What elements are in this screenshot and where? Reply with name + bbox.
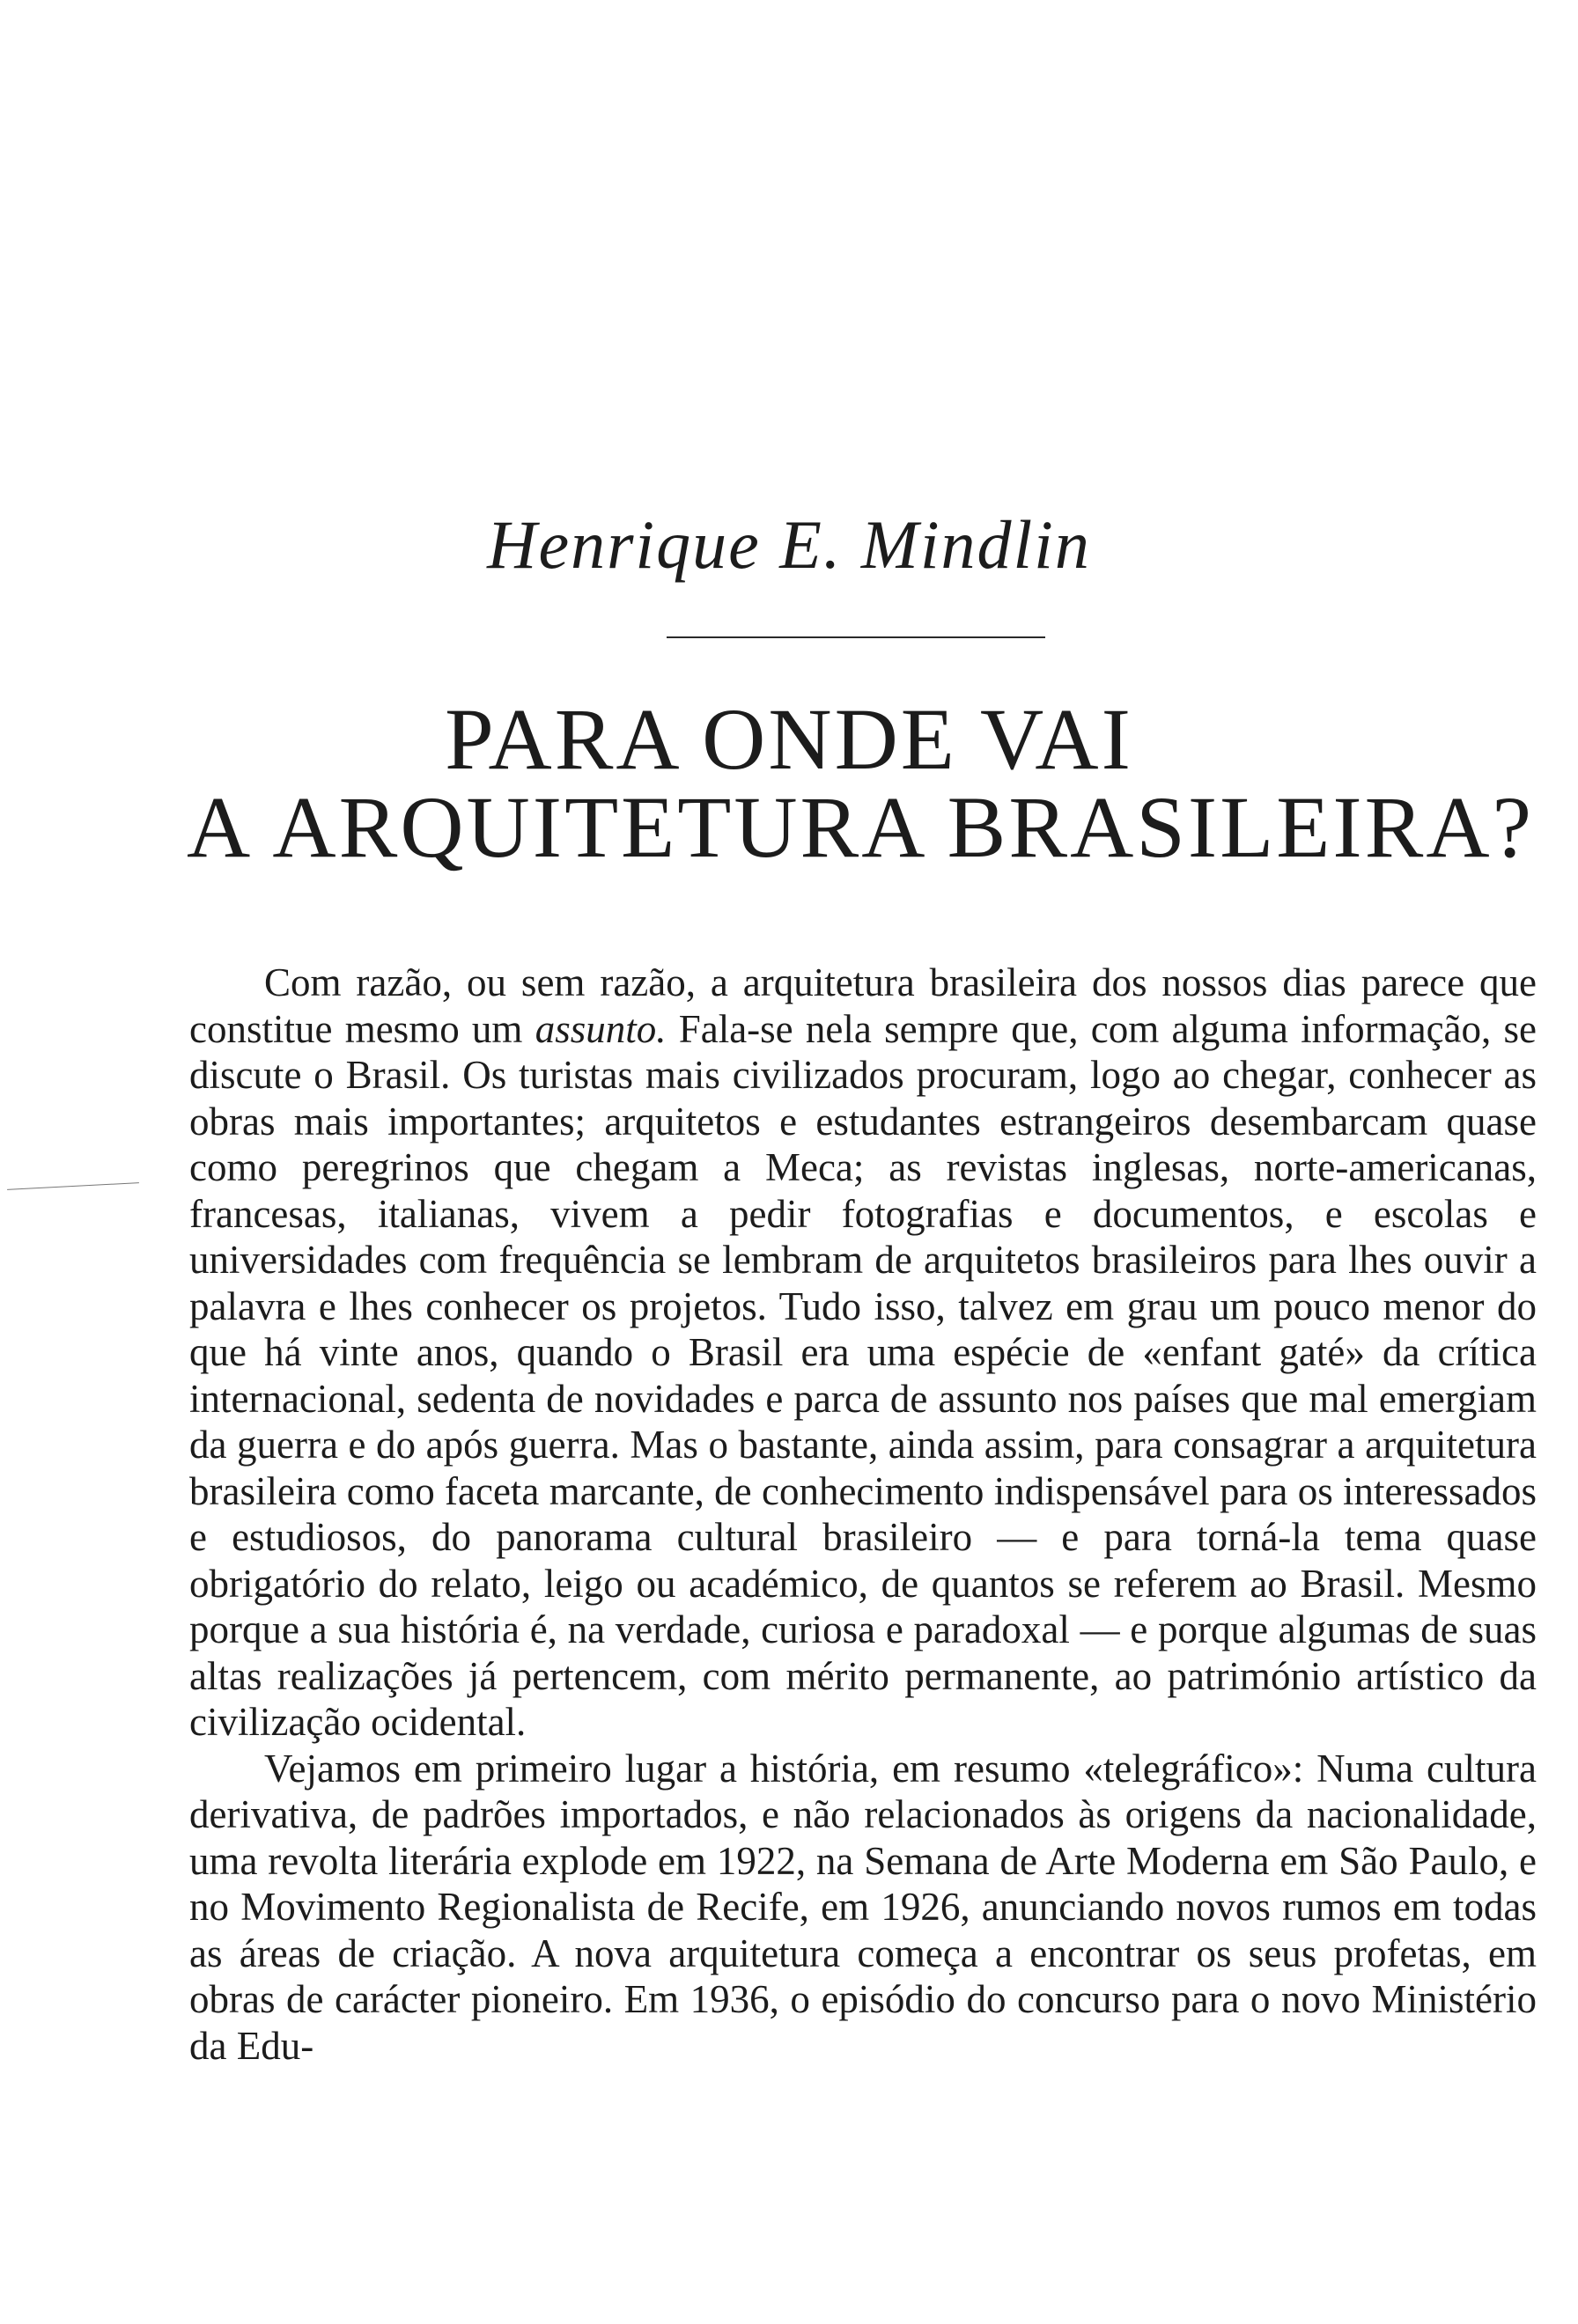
paragraph: Vejamos em primeiro lugar a história, em resumo «telegráfico»: Numa cultura derivativa, de padrões importados, e não relacionados às origens da nacionalidade, uma revolta literária explode em 1922, na Semana de Arte Moderna em São Paulo, e no Movimento Regionalista de Recife, em 1926, anunciando novos rumos em todas as áreas de criação. A nova arquitetura começa a encontrar os seus profetas, em obras de carácter pioneiro. Em 1936, o episódio do concurso para o novo Ministério da Edu- [189, 1746, 1537, 2068]
title-word: BRASILEIRA? [947, 778, 1534, 876]
title-divider [667, 636, 1045, 638]
author-name: Henrique E. Mindlin [487, 506, 1091, 583]
paragraph-text: Fala-se nela sempre que, com alguma informação, se discute o Brasil. Os turistas mais civilizados procuram, logo ao chegar, conhecer as obras mais importantes; arquitetos e estudantes estrangeiros desembarcam quase como peregrinos que chegam a Meca; as revistas inglesas, norte-americanas, francesas, italianas, vivem a pedir fotografias e documentos, e escolas e universidades com frequência se lembram de arquitetos brasileiros para lhes ouvir a palavra e lhes conhecer os projetos. Tudo isso, talvez em grau um pouco menor do que há vinte anos, quando o Brasil era uma espécie de «enfant gaté» da crítica internacional, sedenta de novidades e parca de assunto nos países que mal emergiam da guerra e do após guerra. Mas o bastante, ainda assim, para consagrar a arquitetura brasileira como faceta marcante, de conhecimento indispensável para os interessados e estudiosos, do panorama cultural brasileiro — e para torná-la tema quase obrigatório do relato, leigo ou académico, de quantos se referem ao Brasil. Mesmo porque a sua história é, na verdade, curiosa e paradoxal — e porque algumas de suas altas realizações já pertencem, com mérito permanente, ao património artístico da civilização ocidental. [189, 1006, 1537, 1744]
title-word: ARQUITETURA [272, 778, 928, 876]
article-body [189, 960, 1537, 2069]
article-title-line-2 [187, 778, 1534, 876]
margin-mark [7, 1182, 139, 1190]
emphasis-text: assunto. [535, 1006, 667, 1051]
article-title-line-1: PARA ONDE VAI [445, 690, 1133, 788]
paragraph-text: Com razão, ou sem razão, a arquitetura brasileira dos nossos dias parece que constitue mesmo um [189, 960, 1537, 1051]
title-word: A [187, 778, 254, 876]
paragraph [189, 960, 1537, 1746]
